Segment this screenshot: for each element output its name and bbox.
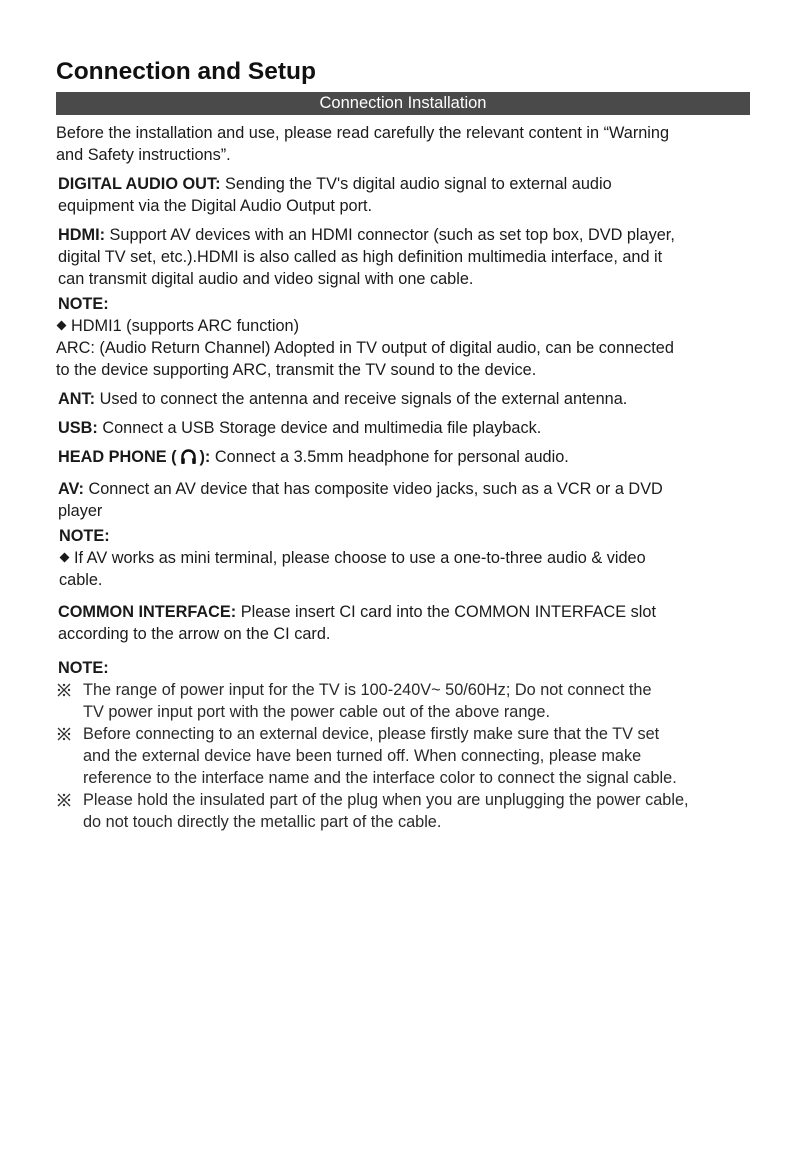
digital-audio-section — [56, 173, 750, 217]
av-text: player — [58, 502, 103, 520]
intro-paragraph — [56, 122, 750, 166]
diamond-bullet-icon — [57, 321, 67, 331]
hdmi-text: digital TV set, etc.).HDMI is also called as high definition multimedia interface, and it — [58, 248, 663, 266]
page-content — [56, 55, 750, 833]
hdmi-label: HDMI: — [58, 226, 106, 244]
note-heading: NOTE: — [59, 527, 110, 545]
list-item — [56, 723, 750, 789]
section-bar: Connection Installation — [56, 92, 750, 115]
av-label: AV: — [58, 480, 84, 498]
usb-text: Connect a USB Storage device and multimedia file playback. — [97, 419, 542, 437]
ci-text: Please insert CI card into the COMMON INTERFACE slot — [236, 603, 657, 621]
notes-list — [56, 679, 750, 833]
usb-label: USB: — [58, 419, 98, 437]
note-line: do not touch directly the metallic part of the cable. — [83, 813, 442, 831]
diamond-bullet-icon — [60, 553, 70, 563]
list-item — [56, 789, 750, 833]
av-text: Connect an AV device that has composite video jacks, such as a VCR or a DVD — [83, 480, 663, 498]
headphone-section — [56, 446, 750, 471]
ant-text: Used to connect the antenna and receive signals of the external antenna. — [95, 390, 628, 408]
hdmi-section — [56, 224, 750, 290]
headphone-icon — [180, 448, 197, 471]
arc-text: to the device supporting ARC, transmit the TV sound to the device. — [56, 361, 537, 379]
notes-section — [56, 657, 750, 833]
note-line: Please hold the insulated part of the plug when you are unplugging the power cable, — [83, 791, 689, 809]
usb-section — [56, 417, 750, 439]
digital-audio-text: equipment via the Digital Audio Output port. — [58, 197, 373, 215]
intro-line: Before the installation and use, please read carefully the relevant content in “Warning — [56, 124, 670, 142]
ci-label: COMMON INTERFACE: — [58, 603, 237, 621]
av-note — [56, 525, 750, 591]
list-item — [56, 679, 750, 723]
hdmi-text: Support AV devices with an HDMI connector (such as set top box, DVD player, — [105, 226, 675, 244]
note-line: Before connecting to an external device, please firstly make sure that the TV set — [83, 725, 660, 743]
note-line: and the external device have been turned off. When connecting, please make — [83, 747, 642, 765]
ant-label: ANT: — [58, 390, 96, 408]
headphone-text: Connect a 3.5mm headphone for personal audio. — [210, 448, 569, 466]
note-line: The range of power input for the TV is 100-240V~ 50/60Hz; Do not connect the — [83, 681, 652, 699]
av-note-bullet: cable. — [59, 571, 103, 589]
hdmi-note — [56, 293, 750, 381]
note-heading: NOTE: — [58, 659, 109, 677]
note-line: TV power input port with the power cable out of the above range. — [83, 703, 551, 721]
digital-audio-label: DIGITAL AUDIO OUT: — [58, 175, 221, 193]
reference-mark-icon — [56, 726, 72, 742]
av-section — [56, 478, 750, 522]
note-heading: NOTE: — [58, 295, 109, 313]
reference-mark-icon — [56, 682, 72, 698]
hdmi-text: can transmit digital audio and video signal with one cable. — [58, 270, 474, 288]
common-interface-section — [56, 601, 750, 645]
note-line: reference to the interface name and the interface color to connect the signal cable. — [83, 769, 677, 787]
hdmi-note-bullet: HDMI1 (supports ARC function) — [71, 317, 300, 335]
headphone-label: HEAD PHONE ( — [58, 448, 177, 466]
ci-text: according to the arrow on the CI card. — [58, 625, 331, 643]
digital-audio-text: Sending the TV's digital audio signal to external audio — [220, 175, 612, 193]
ant-section — [56, 388, 750, 410]
intro-line: and Safety instructions”. — [56, 146, 231, 164]
av-note-bullet: If AV works as mini terminal, please choose to use a one-to-three audio & video — [74, 549, 646, 567]
page-title: Connection and Setup — [56, 58, 316, 85]
reference-mark-icon — [56, 792, 72, 808]
headphone-label-suffix: ): — [199, 448, 211, 466]
arc-text: ARC: (Audio Return Channel) Adopted in TV output of digital audio, can be connected — [56, 339, 674, 357]
